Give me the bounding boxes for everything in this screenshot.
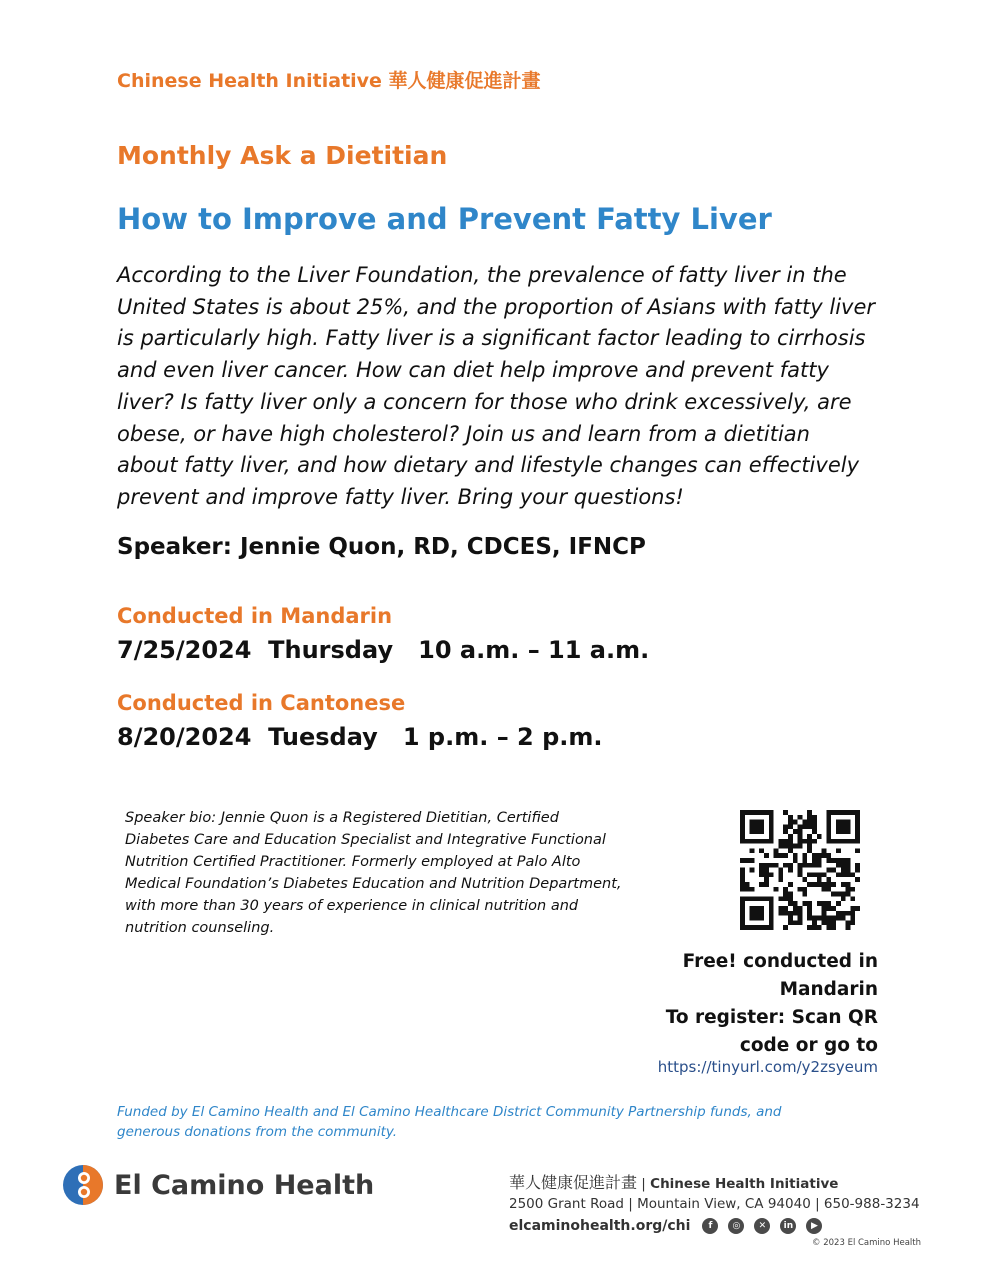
session-mandarin-language: Conducted in Mandarin: [117, 604, 393, 628]
el-camino-logo-mark-icon: [62, 1164, 104, 1206]
footer-address: 2500 Grant Road | Mountain View, CA 94040 | 650-988-3234: [509, 1196, 920, 1212]
footer-org: [509, 1170, 838, 1193]
registration-qr-code[interactable]: [740, 810, 860, 930]
event-description: According to the Liver Foundation, the prevalence of fatty liver in the United States is about 25%, and the proportion of Asians with fatty liver is particularly high. Fatty liver is a significant factor leading to cirrhosis and even liver cancer. How can diet help improve and prevent fatty liver? Is fatty liver only a concern for those who drink excessively, are obese, or have high cholesterol? Join us and learn from a dietitian about fatty liver, and how dietary and lifestyle changes can effectively prevent and improve fatty liver. Bring your questions!: [117, 263, 876, 509]
footer-org-separator: |: [637, 1176, 651, 1192]
funding-note: Funded by El Camino Health and El Camino Healthcare District Community Partnership funds, and generous donations from the community.: [117, 1104, 782, 1140]
session-cantonese-datetime: 8/20/2024 Tuesday 1 p.m. – 2 p.m.: [117, 723, 603, 751]
org-header: Chinese Health Initiative 華人健康促進計畫: [117, 70, 541, 92]
youtube-icon[interactable]: ▶: [806, 1218, 822, 1234]
footer-org-en: Chinese Health Initiative: [650, 1176, 839, 1192]
registration-info: [618, 948, 878, 1060]
footer-website-link[interactable]: elcaminohealth.org/chi: [509, 1218, 691, 1234]
x-icon[interactable]: ✕: [754, 1218, 770, 1234]
speaker-bio: Speaker bio: Jennie Quon is a Registered Dietitian, Certified Diabetes Care and Education Specialist and Integrative Functional Nutrition Certified Practitioner. Formerly employed at Palo Alto Medical Foundation’s Diabetes Education and Nutrition Department, with more than 30 years of experience in clinical nutrition and nutrition counseling.: [125, 810, 622, 936]
session-cantonese-language: Conducted in Cantonese: [117, 691, 406, 715]
register-line-2: Mandarin: [779, 979, 878, 1000]
el-camino-health-logo: [62, 1163, 374, 1207]
speaker-line: Speaker: Jennie Quon, RD, CDCES, IFNCP: [117, 534, 646, 560]
linkedin-icon[interactable]: in: [780, 1218, 796, 1234]
copyright: © 2023 El Camino Health: [812, 1238, 921, 1248]
event-title: How to Improve and Prevent Fatty Liver: [117, 202, 772, 236]
series-title: Monthly Ask a Dietitian: [117, 141, 448, 170]
registration-link[interactable]: https://tinyurl.com/y2zsyeum: [657, 1058, 878, 1076]
footer-web-row: [509, 1218, 832, 1234]
session-mandarin-datetime: 7/25/2024 Thursday 10 a.m. – 11 a.m.: [117, 636, 650, 664]
footer-org-zh: 華人健康促進計畫: [509, 1173, 638, 1192]
register-line-1: Free! conducted in: [682, 951, 878, 972]
facebook-icon[interactable]: f: [702, 1218, 718, 1234]
register-line-4: code or go to: [739, 1035, 878, 1056]
logo-text: El Camino Health: [114, 1169, 375, 1201]
register-line-3: To register: Scan QR: [665, 1007, 878, 1028]
instagram-icon[interactable]: ◎: [728, 1218, 744, 1234]
